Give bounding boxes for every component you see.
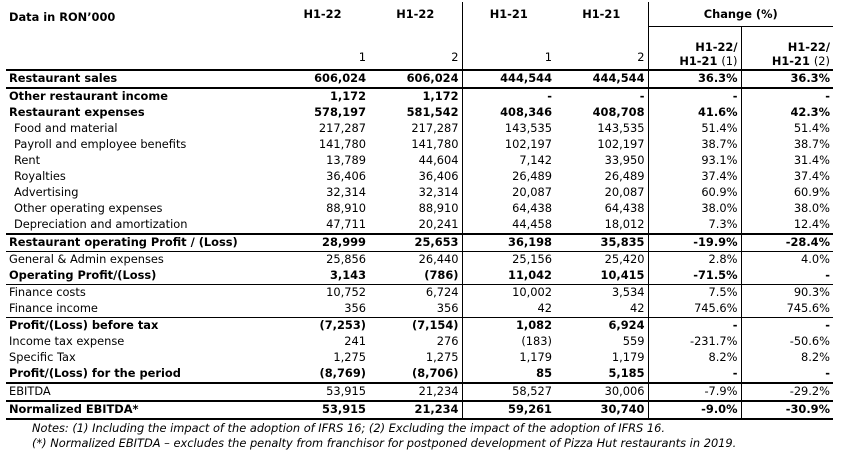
row-value: 8.2% <box>648 350 741 366</box>
row-value: 7.3% <box>648 217 741 234</box>
header-sub-2: 2 <box>369 27 462 70</box>
row-value: 4.0% <box>741 251 833 268</box>
header-col-4: H1-21 <box>582 6 621 21</box>
row-value: 559 <box>622 334 645 348</box>
row-value: 6,924 <box>555 317 648 334</box>
row-label: EBITDA <box>6 383 276 401</box>
row-value: 141,780 <box>411 137 459 151</box>
table-notes <box>6 421 833 451</box>
row-value: 1,172 <box>276 88 369 105</box>
row-value: 93.1% <box>648 153 741 169</box>
table-row <box>6 268 833 285</box>
row-value: -7.9% <box>648 383 741 401</box>
row-value: 32,314 <box>418 185 459 199</box>
row-value: 13,789 <box>326 153 366 167</box>
table-row <box>6 105 833 121</box>
table-row <box>6 201 833 217</box>
table-row <box>6 234 833 252</box>
table-row <box>6 88 833 105</box>
row-value: 1,275 <box>333 350 366 364</box>
row-label: Royalties <box>14 169 66 183</box>
row-value: - <box>741 88 833 105</box>
row-label: Rent <box>14 153 41 167</box>
header-sub-3: 1 <box>462 27 555 70</box>
row-value: 38.0% <box>648 201 741 217</box>
row-value: 20,087 <box>462 185 555 201</box>
row-value: 578,197 <box>314 105 366 119</box>
row-value: 3,534 <box>555 284 648 301</box>
header-sub-1: 1 <box>276 27 369 70</box>
header-col-3: H1-21 <box>462 2 555 27</box>
row-value: 60.9% <box>741 185 833 201</box>
row-label: Restaurant sales <box>6 70 276 88</box>
row-label: Finance income <box>9 301 98 315</box>
row-value: 60.9% <box>648 185 741 201</box>
row-value: 11,042 <box>462 268 555 285</box>
table-row <box>6 137 833 153</box>
row-value: 143,535 <box>462 121 555 137</box>
row-label: Income tax expense <box>9 334 125 348</box>
row-value: 42.3% <box>741 105 833 121</box>
row-value: 35,835 <box>555 234 648 252</box>
row-label: Profit/(Loss) before tax <box>6 317 276 334</box>
row-value: 38.7% <box>741 137 833 153</box>
row-label: Specific Tax <box>9 350 76 364</box>
table-row <box>6 284 833 301</box>
row-value: 356 <box>436 301 459 315</box>
row-value: 10,415 <box>600 268 645 282</box>
header-change-2-line1: H1-22/ <box>787 39 830 54</box>
financial-table-container <box>6 2 833 451</box>
table-row <box>6 383 833 401</box>
table-row <box>6 401 833 419</box>
row-value: 41.6% <box>648 105 741 121</box>
row-value: 51.4% <box>648 121 741 137</box>
table-row <box>6 153 833 169</box>
row-value: 37.4% <box>741 169 833 185</box>
row-value: 6,724 <box>369 284 462 301</box>
row-value: 444,544 <box>555 70 648 88</box>
row-value: 30,740 <box>555 401 648 419</box>
row-value: 59,261 <box>462 401 555 419</box>
row-value: 51.4% <box>741 121 833 137</box>
row-label: Operating Profit/(Loss) <box>9 268 157 282</box>
header-change-1-line2: H1-21 <box>679 53 718 68</box>
row-value: 25,420 <box>555 251 648 268</box>
row-value: 143,535 <box>597 121 645 135</box>
row-value: - <box>555 88 648 105</box>
row-value: 10,752 <box>276 284 369 301</box>
row-label: General & Admin expenses <box>6 251 276 268</box>
row-value: (8,769) <box>276 366 369 383</box>
row-value: 1,172 <box>369 88 462 105</box>
row-value: 745.6% <box>741 301 833 318</box>
row-value: 25,653 <box>369 234 462 252</box>
row-value: 10,002 <box>462 284 555 301</box>
row-value: (7,253) <box>276 317 369 334</box>
header-corner-label: Data in RON’000 <box>9 10 116 24</box>
notes-line-2: (*) Normalized EBITDA – excludes the penalty from franchisor for postponed development of Pizza Hut restaurants in 2019. <box>32 435 737 450</box>
row-label: Other restaurant income <box>6 88 276 105</box>
row-label: Profit/(Loss) for the period <box>6 366 276 383</box>
header-sub-4: 2 <box>555 27 648 70</box>
row-value: 606,024 <box>369 70 462 88</box>
row-value: -231.7% <box>648 334 741 350</box>
row-label: Advertising <box>14 185 79 199</box>
row-value: 32,314 <box>326 185 366 199</box>
row-value: 408,346 <box>462 105 555 121</box>
row-value: -29.2% <box>741 383 833 401</box>
row-value: 30,006 <box>555 383 648 401</box>
table-row <box>6 169 833 185</box>
row-value: 26,489 <box>462 169 555 185</box>
row-value: 42 <box>462 301 555 318</box>
table-row <box>6 121 833 137</box>
row-value: 1,275 <box>425 350 459 364</box>
header-row-periods <box>6 2 833 27</box>
row-value: 276 <box>436 334 459 348</box>
row-value: 38.0% <box>741 201 833 217</box>
row-value: 21,234 <box>369 383 462 401</box>
row-value: 88,910 <box>418 201 459 215</box>
row-value: 36.3% <box>648 70 741 88</box>
row-value: 36.3% <box>741 70 833 88</box>
row-value: 102,197 <box>462 137 555 153</box>
row-value: 36,406 <box>326 169 366 183</box>
row-value: 38.7% <box>648 137 741 153</box>
row-value: 28,999 <box>276 234 369 252</box>
row-value: 44,458 <box>462 217 555 234</box>
row-value: 26,489 <box>604 169 645 183</box>
table-row <box>6 251 833 268</box>
row-value: 21,234 <box>369 401 462 419</box>
row-value: 581,542 <box>406 105 459 119</box>
table-body <box>6 70 833 419</box>
row-value: -28.4% <box>741 234 833 252</box>
row-value: 606,024 <box>276 70 369 88</box>
row-label: Depreciation and amortization <box>6 217 276 234</box>
row-value: 18,012 <box>555 217 648 234</box>
row-value: 20,087 <box>604 185 645 199</box>
header-change-1-paren: (1) <box>721 53 738 68</box>
financial-table <box>6 2 833 420</box>
row-label: Restaurant operating Profit / (Loss) <box>6 234 276 252</box>
row-value: (183) <box>462 334 555 350</box>
table-row <box>6 217 833 234</box>
row-value: 26,440 <box>369 251 462 268</box>
row-label: Payroll and employee benefits <box>14 137 187 151</box>
row-value: 3,143 <box>329 268 366 282</box>
row-value: - <box>648 88 741 105</box>
row-label: Normalized EBITDA* <box>6 401 276 419</box>
row-value: (8,706) <box>369 366 462 383</box>
row-value: - <box>741 366 833 383</box>
row-value: (786) <box>424 268 459 282</box>
row-value: 7,142 <box>462 153 555 169</box>
row-value: 1,082 <box>462 317 555 334</box>
row-label: Restaurant expenses <box>9 105 145 119</box>
row-value: 408,708 <box>592 105 645 119</box>
header-change-2-paren: (2) <box>813 53 830 68</box>
row-value: 141,780 <box>318 137 366 151</box>
row-value: -19.9% <box>648 234 741 252</box>
row-value: - <box>648 317 741 334</box>
row-value: 53,915 <box>276 383 369 401</box>
row-value: 102,197 <box>597 137 645 151</box>
row-value: 1,179 <box>462 350 555 366</box>
row-value: 42 <box>630 301 645 315</box>
table-row <box>6 350 833 366</box>
table-row <box>6 185 833 201</box>
row-value: 64,438 <box>604 201 645 215</box>
row-value: 8.2% <box>741 350 833 366</box>
table-row <box>6 366 833 383</box>
table-row <box>6 317 833 334</box>
row-value: 356 <box>344 301 366 315</box>
row-value: 5,185 <box>555 366 648 383</box>
header-change-1 <box>648 27 741 70</box>
row-value: 47,711 <box>276 217 369 234</box>
row-value: 33,950 <box>604 153 645 167</box>
row-value: - <box>462 88 555 105</box>
row-value: 90.3% <box>741 284 833 301</box>
row-value: 241 <box>344 334 366 348</box>
header-col-1: H1-22 <box>303 6 342 21</box>
row-value: (7,154) <box>369 317 462 334</box>
row-value: -50.6% <box>741 334 833 350</box>
row-value: -71.5% <box>648 268 741 285</box>
row-label: Food and material <box>14 121 118 135</box>
row-value: 36,198 <box>462 234 555 252</box>
header-change-title: Change (%) <box>648 2 833 27</box>
row-value: - <box>741 317 833 334</box>
row-value: 88,910 <box>326 201 366 215</box>
row-value: 44,604 <box>418 153 459 167</box>
notes-line-1: Notes: (1) Including the impact of the adoption of IFRS 16; (2) Excluding the impact of the adoption of IFRS 16. <box>32 420 666 435</box>
row-value: 7.5% <box>648 284 741 301</box>
row-value: -9.0% <box>648 401 741 419</box>
row-value: 36,406 <box>418 169 459 183</box>
row-value: 1,179 <box>611 350 645 364</box>
row-label: Finance costs <box>6 284 276 301</box>
row-value: 53,915 <box>276 401 369 419</box>
header-change-2-line2: H1-21 <box>771 53 810 68</box>
row-value: 20,241 <box>369 217 462 234</box>
row-value: 25,156 <box>462 251 555 268</box>
header-change-1-line1: H1-22/ <box>695 39 738 54</box>
row-value: - <box>741 268 833 285</box>
row-value: 2.8% <box>648 251 741 268</box>
row-value: 37.4% <box>648 169 741 185</box>
header-change-2 <box>741 27 833 70</box>
table-row <box>6 334 833 350</box>
row-value: 217,287 <box>318 121 366 135</box>
header-col-2: H1-22 <box>396 6 435 21</box>
row-value: - <box>648 366 741 383</box>
row-value: 12.4% <box>741 217 833 234</box>
table-row <box>6 301 833 318</box>
row-value: 25,856 <box>276 251 369 268</box>
row-label: Other operating expenses <box>14 201 163 215</box>
row-value: 58,527 <box>462 383 555 401</box>
row-value: 85 <box>462 366 555 383</box>
row-value: 444,544 <box>462 70 555 88</box>
table-row <box>6 70 833 88</box>
row-value: 745.6% <box>648 301 741 318</box>
row-value: 64,438 <box>462 201 555 217</box>
row-value: 31.4% <box>741 153 833 169</box>
row-value: 217,287 <box>411 121 459 135</box>
row-value: -30.9% <box>741 401 833 419</box>
